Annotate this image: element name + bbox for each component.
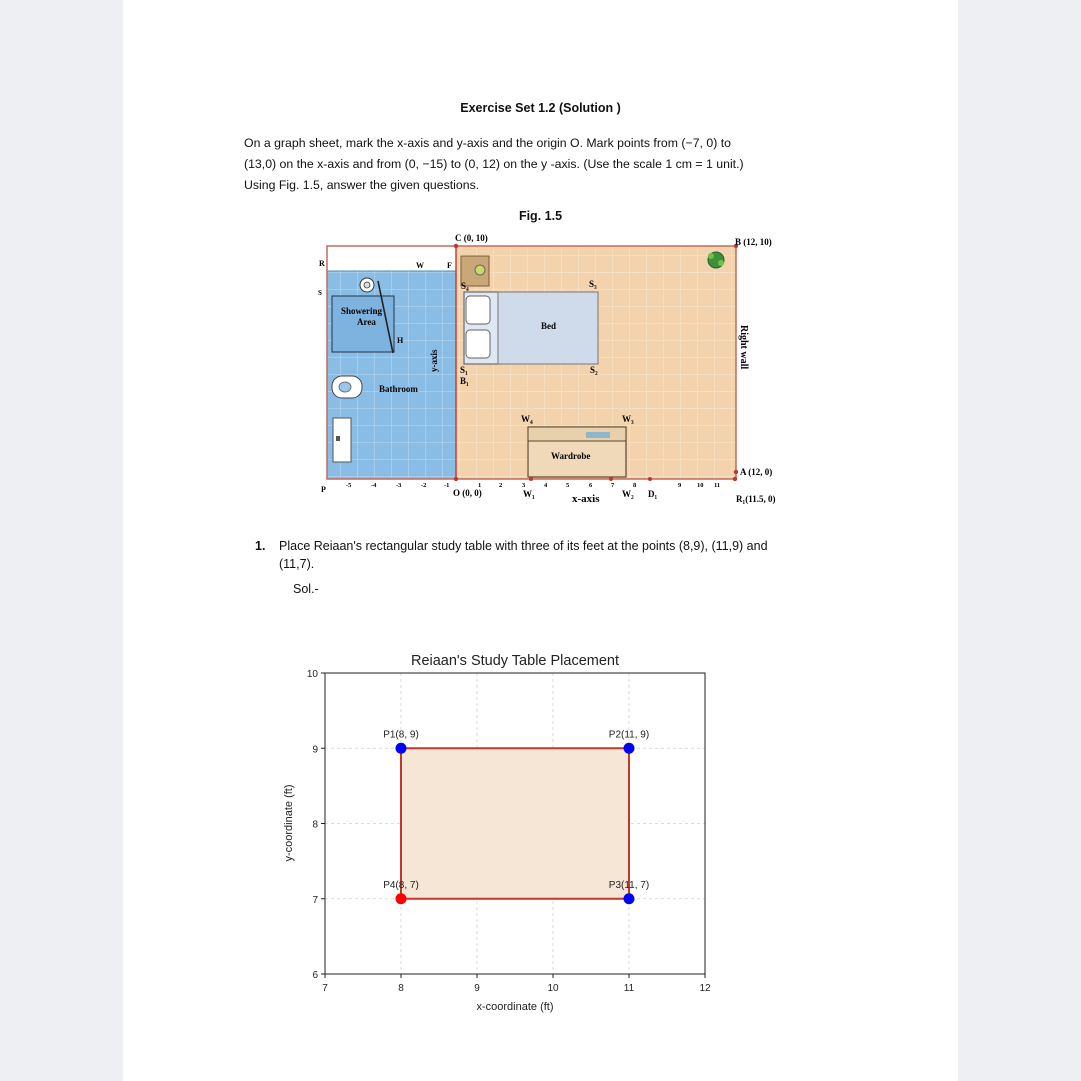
- x-tick-label: 10: [547, 983, 559, 994]
- y-tick-label: 10: [306, 669, 318, 680]
- x-tick: -3: [396, 482, 402, 489]
- label-S4: S₄: [461, 281, 469, 291]
- x-tick: 9: [678, 482, 682, 489]
- label-W4: W₄: [521, 414, 533, 424]
- question-line: (11,7).: [279, 557, 315, 571]
- bathroom-label: Bathroom: [379, 384, 418, 394]
- label-P: P: [321, 485, 326, 494]
- label-F: F: [447, 261, 452, 270]
- figure-caption: Fig. 1.5: [518, 209, 563, 223]
- label-W1: W₁: [523, 489, 535, 499]
- y-tick-label: 6: [312, 970, 318, 981]
- chart-title: Reiaan's Study Table Placement: [410, 653, 620, 669]
- x-axis-label: x-axis: [572, 493, 600, 505]
- question-line: Place Reiaan's rectangular study table with three of its feet at the points (8,9), (11,9) and: [279, 539, 768, 553]
- x-tick: 7: [611, 482, 615, 489]
- label-S3: S₃: [589, 279, 597, 289]
- x-tick-label: 9: [474, 983, 480, 994]
- data-point: [396, 743, 407, 754]
- bed-label: Bed: [541, 321, 557, 331]
- x-tick: -2: [421, 482, 427, 489]
- chart-xlabel: x-coordinate (ft): [476, 1001, 554, 1013]
- label-B1: B₁: [460, 376, 469, 386]
- y-tick-label: 8: [312, 819, 318, 831]
- x-tick: 6: [589, 482, 593, 489]
- intro-line: Using Fig. 1.5, answer the given questions.: [244, 178, 480, 192]
- question-number: 1.: [255, 539, 266, 553]
- label-S2: S₂: [590, 365, 598, 375]
- label-S: S: [318, 289, 322, 297]
- x-tick: 10: [697, 482, 704, 489]
- intro-line: (13,0) on the x-axis and from (0, −15) to (0, 12) on the y -axis. (Use the scale 1 cm = 1 unit.): [244, 157, 744, 171]
- y-tick-label: 9: [312, 744, 318, 756]
- x-tick: 8: [633, 482, 637, 489]
- label-R: R: [319, 259, 325, 268]
- chart-ylabel: y-coordinate (ft): [283, 784, 295, 862]
- label-W: W: [416, 261, 424, 270]
- label-S1: S₁: [460, 365, 468, 375]
- label-C: C (0, 10): [455, 233, 488, 243]
- x-tick: 5: [566, 482, 570, 489]
- x-tick: -4: [371, 482, 377, 489]
- right-wall-label: Right wall: [738, 325, 749, 370]
- point-label: P1(8, 9): [383, 729, 419, 741]
- x-tick: 11: [714, 482, 721, 489]
- x-tick: 2: [499, 482, 503, 489]
- data-point: [624, 743, 635, 754]
- label-O: O (0, 0): [453, 488, 482, 498]
- point-label: P2(11, 9): [608, 729, 650, 741]
- x-tick-label: 7: [322, 983, 328, 994]
- x-tick: 4: [544, 482, 548, 489]
- showering-label: Showering: [341, 306, 383, 316]
- y-tick-label: 7: [312, 894, 318, 906]
- data-point: [624, 893, 635, 904]
- x-tick-label: 8: [398, 983, 404, 994]
- x-tick: -1: [444, 482, 450, 489]
- wardrobe-label: Wardrobe: [551, 451, 591, 461]
- showering-label-2: Area: [357, 317, 376, 327]
- point-label: P3(11, 7): [608, 879, 650, 891]
- label-A: A (12, 0): [740, 467, 773, 477]
- label-W3: W₃: [622, 414, 634, 424]
- intro-line: On a graph sheet, mark the x-axis and y-axis and the origin O. Mark points from (−7, 0) to: [244, 136, 731, 150]
- point-label: P4(8, 7): [383, 879, 419, 891]
- page-title: Exercise Set 1.2 (Solution ): [460, 101, 621, 115]
- x-tick-label: 12: [699, 983, 711, 994]
- label-B: B (12, 10): [735, 237, 772, 247]
- x-tick: 1: [478, 482, 482, 489]
- label-W2: W₂: [622, 489, 634, 499]
- x-tick: -5: [346, 482, 352, 489]
- solution-label: Sol.-: [293, 582, 319, 596]
- table-rectangle: [401, 748, 629, 899]
- label-D1: D₁: [648, 489, 658, 499]
- label-H: H: [397, 336, 404, 345]
- data-point: [396, 893, 407, 904]
- y-axis-label: y-axis: [429, 349, 439, 372]
- x-tick-label: 11: [623, 983, 635, 994]
- x-tick: 3: [522, 482, 526, 489]
- label-R1: R₁(11.5, 0): [736, 494, 776, 504]
